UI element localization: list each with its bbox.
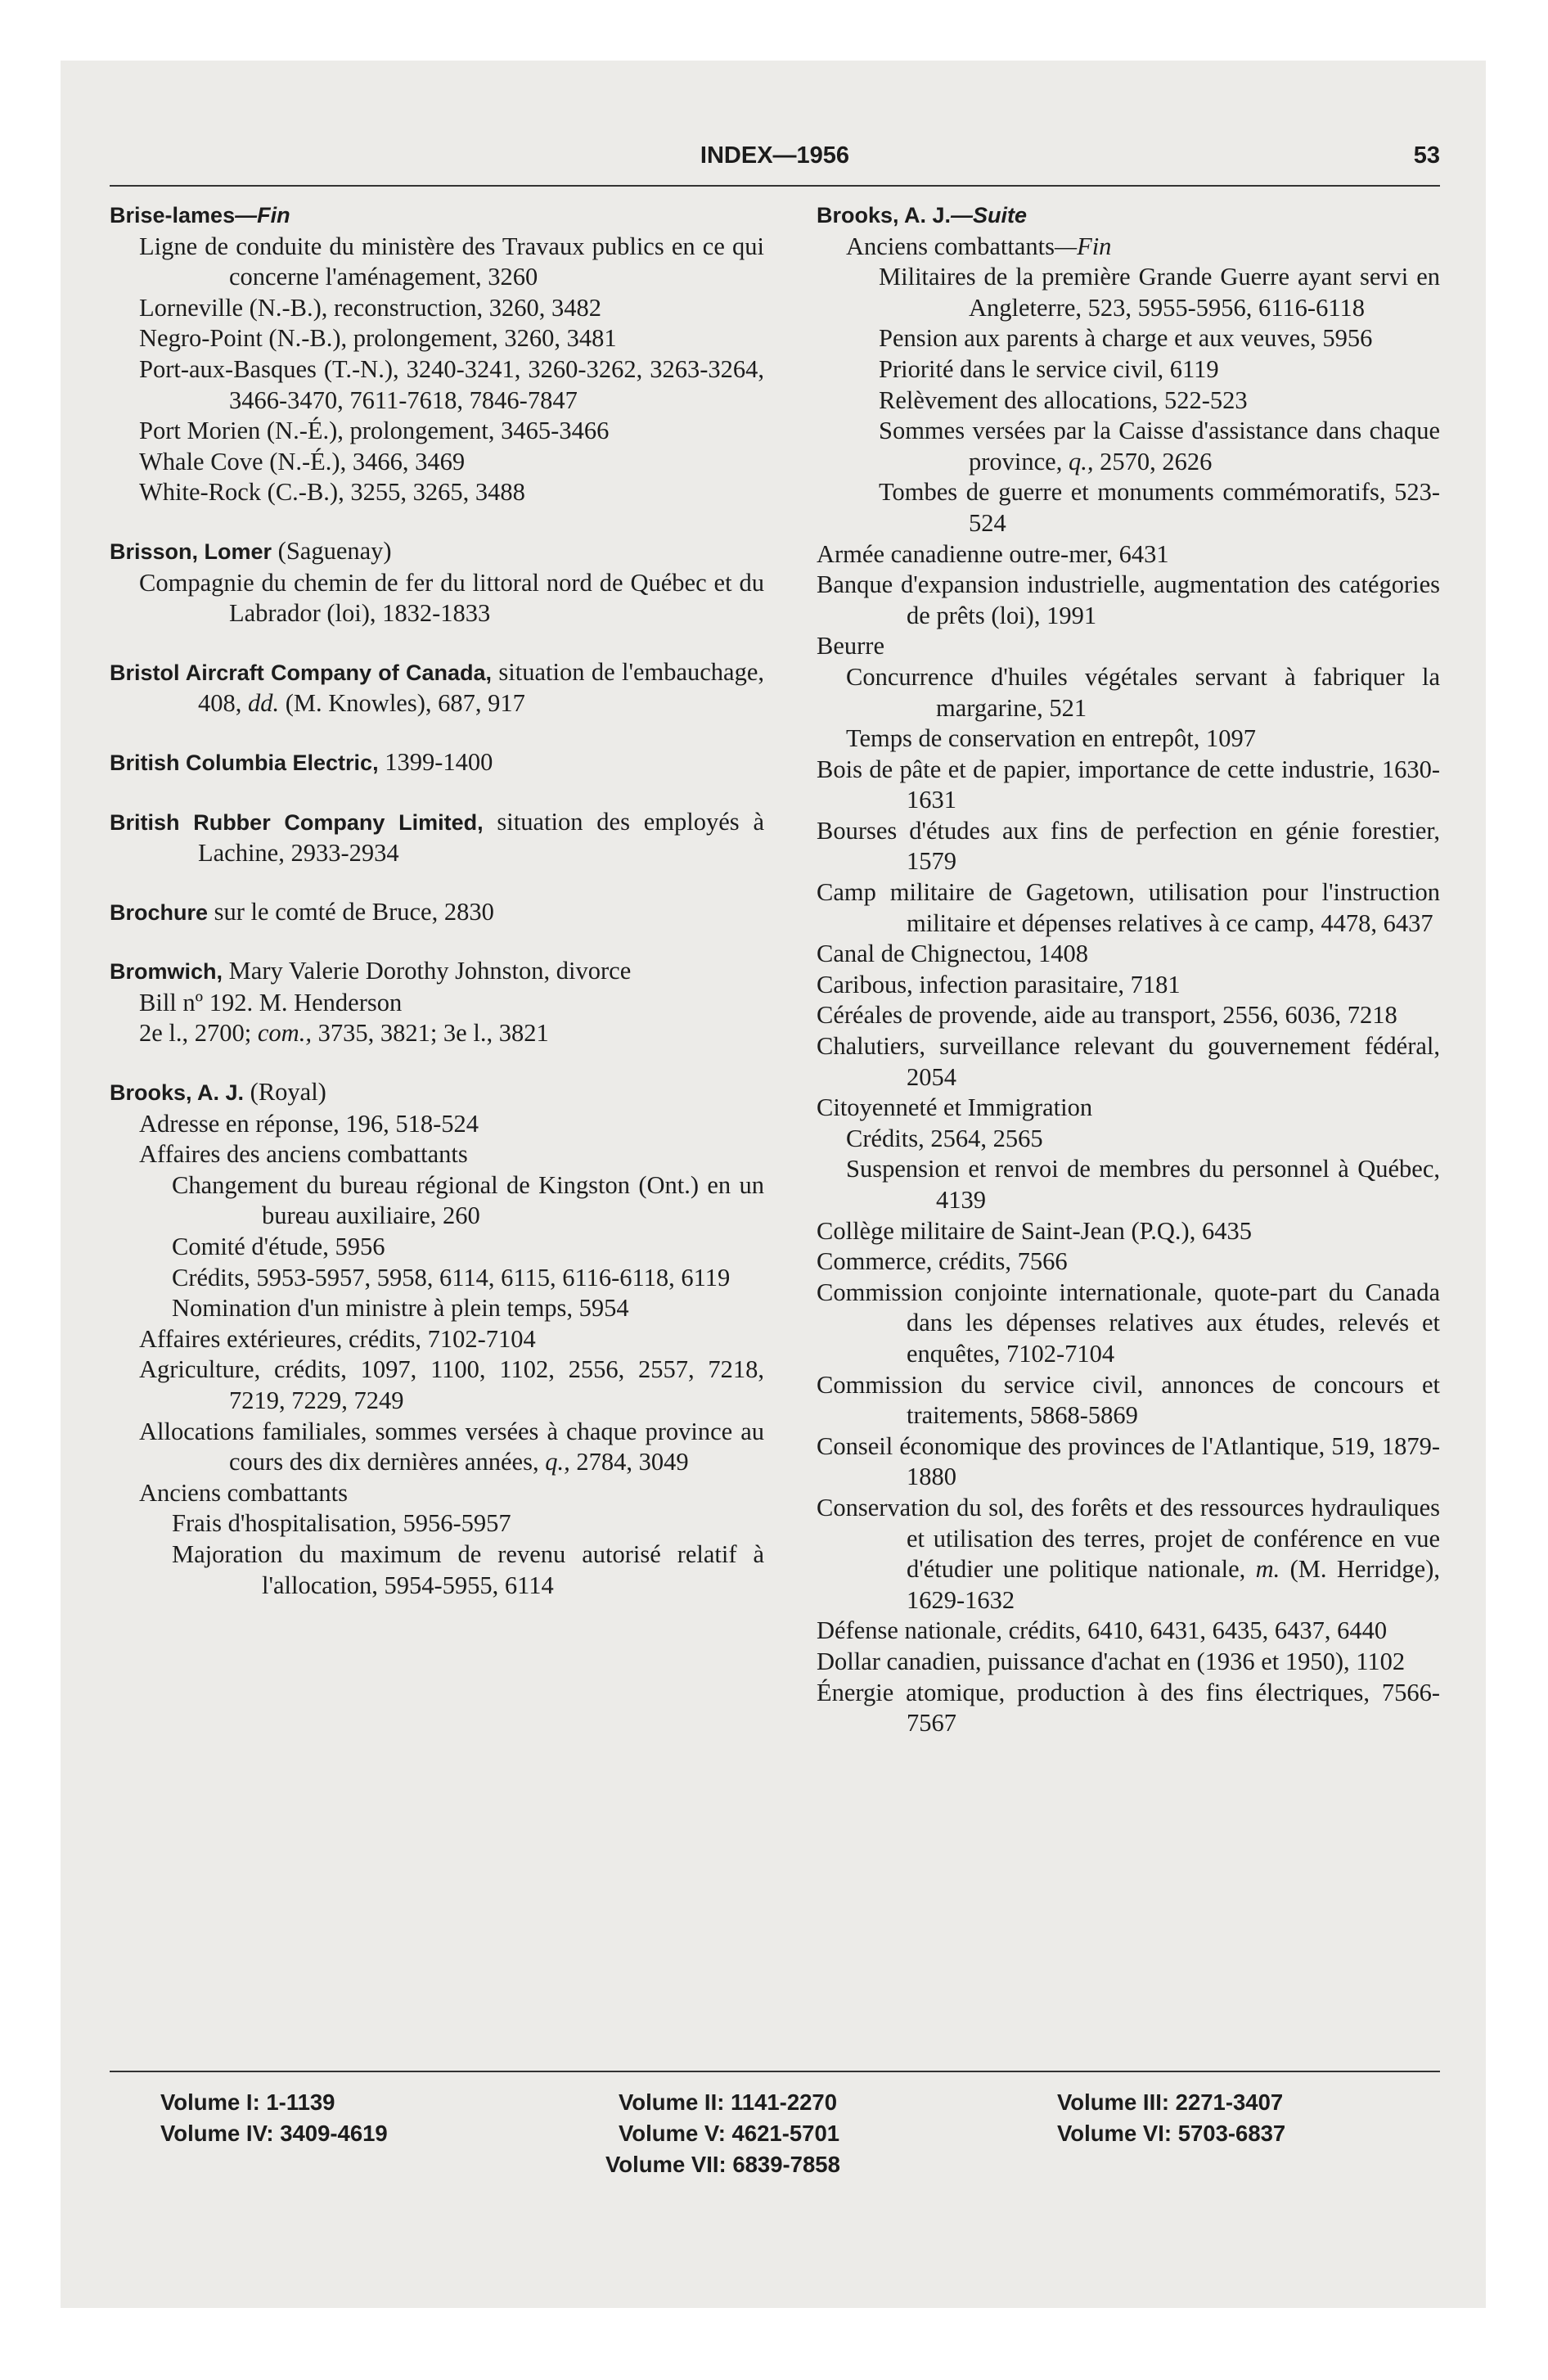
subentry: Changement du bureau régional de Kingston (Ont.) en un bureau auxiliaire, 260 xyxy=(172,1170,764,1230)
subentry: Adresse en réponse, 196, 518-524 xyxy=(139,1109,479,1138)
index-entry: Brise-lames—Fin Ligne de conduite du ministère des Travaux publics en ce qui concerne l'aménagement, 3260 Lorneville (N.-B.), reconstruction, 3260, 3482 Negro-Point (N.-B.), prolongement, 3260, 3481 Port-aux-Basques (T.-N.), 3240-3241, 3260-3262, 3263-3264, 3466-3470, 7611-7618, 7846-7847 Port Morien (N.-É.), prolongement, 3465-3466 Whale Cove (N.-É.), 3466, 3469 White-Rock (C.-B.), 3255, 3265, 3488 xyxy=(110,200,764,508)
subentry: Bois de pâte et de papier, importance de cette industrie, 1630-1631 xyxy=(817,755,1440,814)
subentry: Crédits, 5953-5957, 5958, 6114, 6115, 6116-6118, 6119 xyxy=(172,1263,731,1291)
subentry: Anciens combattants xyxy=(139,1478,348,1507)
right-column xyxy=(817,200,1440,1739)
index-entry: Brochure sur le comté de Bruce, 2830 xyxy=(110,897,494,926)
subentry: Port-aux-Basques (T.-N.), 3240-3241, 3260-3262, 3263-3264, 3466-3470, 7611-7618, 7846-7847 xyxy=(139,354,764,414)
subentry: Camp militaire de Gagetown, utilisation pour l'instruction militaire et dépenses relatives à ce camp, 4478, 6437 xyxy=(817,878,1440,937)
subentry: Céréales de provende, aide au transport, 2556, 6036, 7218 xyxy=(817,1001,1397,1030)
subentry: Allocations familiales, sommes versées à chaque province au cours des dix dernières années, q., 2784, 3049 xyxy=(139,1417,764,1476)
subentry: Banque d'expansion industrielle, augmentation des catégories de prêts (loi), 1991 xyxy=(817,570,1440,629)
subentry: Bill nº 192. M. Henderson xyxy=(139,988,403,1016)
header-rule xyxy=(110,185,1440,187)
subentry: Priorité dans le service civil, 6119 xyxy=(879,354,1219,383)
left-column xyxy=(110,200,764,1601)
index-entry: Bristol Aircraft Company of Canada, situation de l'embauchage, 408, dd. (M. Knowles), 687, 917 xyxy=(110,657,764,718)
subentry: Port Morien (N.-É.), prolongement, 3465-3466 xyxy=(139,417,610,445)
subentry: Commerce, crédits, 7566 xyxy=(817,1247,1068,1276)
subentry: Suspension et renvoi de membres du personnel à Québec, 4139 xyxy=(846,1155,1440,1214)
headword: Brise-lames xyxy=(110,203,236,228)
index-entry: Brooks, A. J. (Royal) Adresse en réponse, 196, 518-524 Affaires des anciens combattants Changement du bureau régional de Kingston (Ont.) en un bureau auxiliaire, 260 Comité d'étude, 5956 Crédits, 5953-5957, 5958, 6114, 6115, 6116-6118, 6119 Nomination d'un ministre à plein temps, 5954 Affaires extérieures, crédits, 7102-7104 Agriculture, crédits, 1097, 1100, 1102, 2556, 2557, 7218, 7219, 7229, 7249 Allocations familiales, sommes versées à chaque province au cours des dix dernières années, q., 2784, 3049 Anciens combattants Frais d'hospitalisation, 5956-5957 Majoration du maximum de revenu autorisé relatif à l'allocation, 5954-5955, 6114 xyxy=(110,1077,764,1601)
subentry: Concurrence d'huiles végétales servant à fabriquer la margarine, 521 xyxy=(846,662,1440,722)
subentry: Chalutiers, surveillance relevant du gouvernement fédéral, 2054 xyxy=(817,1032,1440,1091)
subentry: Caribous, infection parasitaire, 7181 xyxy=(817,970,1181,998)
subentry: Lorneville (N.-B.), reconstruction, 3260, 3482 xyxy=(139,293,601,322)
subentry: Bourses d'études aux fins de perfection en génie forestier, 1579 xyxy=(817,816,1440,876)
subentry: Citoyenneté et Immigration xyxy=(817,1093,1093,1122)
index-entry: British Rubber Company Limited, situation des employés à Lachine, 2933-2934 xyxy=(110,807,764,868)
subentry: Commission conjointe internationale, quote-part du Canada dans les dépenses relatives aux études, relevés et enquêtes, 7102-7104 xyxy=(817,1278,1440,1368)
subentry: Affaires des anciens combattants xyxy=(139,1140,468,1169)
volume-range: Volume VII: 6839-7858 xyxy=(605,2152,840,2177)
subentry: Dollar canadien, puissance d'achat en (1936 et 1950), 1102 xyxy=(817,1647,1406,1675)
volume-range: Volume I: 1-1139 xyxy=(160,2089,335,2115)
subentry: 2e l., 2700; com., 3735, 3821; 3e l., 3821 xyxy=(139,1019,549,1048)
volume-range: Volume V: 4621-5701 xyxy=(619,2121,840,2146)
subentry: Negro-Point (N.-B.), prolongement, 3260, 3481 xyxy=(139,324,617,353)
subentry: Agriculture, crédits, 1097, 1100, 1102, 2556, 2557, 7218, 7219, 7229, 7249 xyxy=(139,1355,764,1414)
index-entry: British Columbia Electric, 1399-1400 xyxy=(110,747,493,776)
page-number: 53 xyxy=(1413,142,1440,169)
subentry: Frais d'hospitalisation, 5956-5957 xyxy=(172,1509,511,1538)
subentry: Nomination d'un ministre à plein temps, 5954 xyxy=(172,1294,629,1323)
subentry: Collège militaire de Saint-Jean (P.Q.), 6435 xyxy=(817,1216,1252,1245)
volume-key-col-1 xyxy=(160,2087,388,2149)
headword: Bromwich, xyxy=(110,959,223,985)
subentry: Militaires de la première Grande Guerre ayant servi en Angleterre, 523, 5955-5956, 6116-6118 xyxy=(879,263,1440,322)
subentry: Conseil économique des provinces de l'Atlantique, 519, 1879-1880 xyxy=(817,1431,1440,1491)
volume-key-col-3 xyxy=(1057,2087,1285,2149)
headword: Brisson, Lomer xyxy=(110,539,272,564)
subentry: Énergie atomique, production à des fins électriques, 7566-7567 xyxy=(817,1678,1440,1738)
running-title: INDEX—1956 xyxy=(700,142,850,169)
subentry: Anciens combattants—Fin xyxy=(846,232,1112,260)
subentry: Compagnie du chemin de fer du littoral nord de Québec et du Labrador (loi), 1832-1833 xyxy=(139,568,764,628)
page-header xyxy=(110,139,1440,180)
subentry: Conservation du sol, des forêts et des ressources hydrauliques et utilisation des terres, projet de conférence en vue d'étudier une politique nationale, m. (M. Herridge), 1629-1632 xyxy=(817,1493,1440,1614)
index-entry: Bromwich, Mary Valerie Dorothy Johnston, divorce Bill nº 192. M. Henderson 2e l., 2700; com., 3735, 3821; 3e l., 3821 xyxy=(110,956,764,1049)
index-entry: Brooks, A. J.—Suite Anciens combattants—Fin Militaires de la première Grande Guerre ayant servi en Angleterre, 523, 5955-5956, 6116-6118 Pension aux parents à charge et aux veuves, 5956 Priorité dans le service civil, 6119 Relèvement des allocations, 522-523 Sommes versées par la Caisse d'assistance dans chaque province, q., 2570, 2626 Tombes de guerre et monuments commémoratifs, 523-524 Armée canadienne outre-mer, 6431 Banque d'expansion industrielle, augmentation des catégories de prêts (loi), 1991 Beurre Concurrence d'huiles végétales servant à fabriquer la margarine, 521 Temps de conservation en entrepôt, 1097 Bois de pâte et de papier, importance de cette industrie, 1630-1631 Bourses d'études aux fins de perfection en génie forestier, 1579 Camp militaire de Gagetown, utilisation pour l'instruction militaire et dépenses relatives à ce camp, 4478, 6437 Canal de Chignectou, 1408 Caribous, infection parasitaire, 7181 Céréales de provende, aide au transport, 2556, 6036, 7218 Chalutiers, surveillance relevant du gouvernement fédéral, 2054 Citoyenneté et Immigration Crédits, 2564, 2565 Suspension et renvoi de membres du personnel à Québec, 4139 Collège militaire de Saint-Jean (P.Q.), 6435 Commerce, crédits, 7566 Commission conjointe internationale, quote-part du Canada dans les dépenses relatives aux études, relevés et enquêtes, 7102-7104 Commission du service civil, annonces de concours et traitements, 5868-5869 Conseil économique des provinces de l'Atlantique, 519, 1879-1880 Conservation du sol, des forêts et des ressources hydrauliques et utilisation des terres, projet de conférence en vue d'étudier une politique nationale, m. (M. Herridge), 1629-1632 Défense nationale, crédits, 6410, 6431, 6435, 6437, 6440 Dollar canadien, puissance d'achat en (1936 et 1950), 1102 Énergie atomique, production à des fins électriques, 7566-7567 xyxy=(817,200,1440,1739)
headword: British Rubber Company Limited, xyxy=(110,809,484,835)
subentry: Sommes versées par la Caisse d'assistance dans chaque province, q., 2570, 2626 xyxy=(879,417,1440,476)
subentry: Armée canadienne outre-mer, 6431 xyxy=(817,539,1169,568)
headword: Brochure xyxy=(110,899,209,925)
volume-range: Volume VI: 5703-6837 xyxy=(1057,2121,1286,2146)
index-entry: Brisson, Lomer (Saguenay) Compagnie du chemin de fer du littoral nord de Québec et du Labrador (loi), 1832-1833 xyxy=(110,536,764,629)
subentry: Temps de conservation en entrepôt, 1097 xyxy=(846,724,1256,753)
volume-range: Volume III: 2271-3407 xyxy=(1057,2089,1284,2115)
subentry: Pension aux parents à charge et aux veuves, 5956 xyxy=(879,324,1373,353)
headword: Brooks, A. J. xyxy=(817,203,952,228)
subentry: White-Rock (C.-B.), 3255, 3265, 3488 xyxy=(139,478,525,507)
subentry: Canal de Chignectou, 1408 xyxy=(817,940,1089,968)
headword: Brooks, A. J. xyxy=(110,1080,245,1106)
subentry: Comité d'étude, 5956 xyxy=(172,1233,385,1261)
subentry: Beurre xyxy=(817,632,884,660)
subentry: Tombes de guerre et monuments commémoratifs, 523-524 xyxy=(879,478,1440,537)
subentry: Commission du service civil, annonces de concours et traitements, 5868-5869 xyxy=(817,1370,1440,1430)
footer-rule xyxy=(110,2071,1440,2072)
headword: Bristol Aircraft Company of Canada, xyxy=(110,660,493,685)
headword: British Columbia Electric, xyxy=(110,750,379,775)
subentry: Majoration du maximum de revenu autorisé relatif à l'allocation, 5954-5955, 6114 xyxy=(172,1539,764,1599)
volume-range: Volume II: 1141-2270 xyxy=(619,2089,837,2115)
subentry: Défense nationale, crédits, 6410, 6431, 6435, 6437, 6440 xyxy=(817,1616,1388,1645)
subentry: Ligne de conduite du ministère des Travaux publics en ce qui concerne l'aménagement, 3260 xyxy=(139,232,764,291)
subentry: Affaires extérieures, crédits, 7102-7104 xyxy=(139,1324,536,1353)
volume-range: Volume IV: 3409-4619 xyxy=(160,2121,388,2146)
subentry: Crédits, 2564, 2565 xyxy=(846,1124,1043,1152)
subentry: Whale Cove (N.-É.), 3466, 3469 xyxy=(139,447,466,476)
subentry: Relèvement des allocations, 522-523 xyxy=(879,385,1248,414)
volume-key-col-2 xyxy=(605,2087,840,2180)
